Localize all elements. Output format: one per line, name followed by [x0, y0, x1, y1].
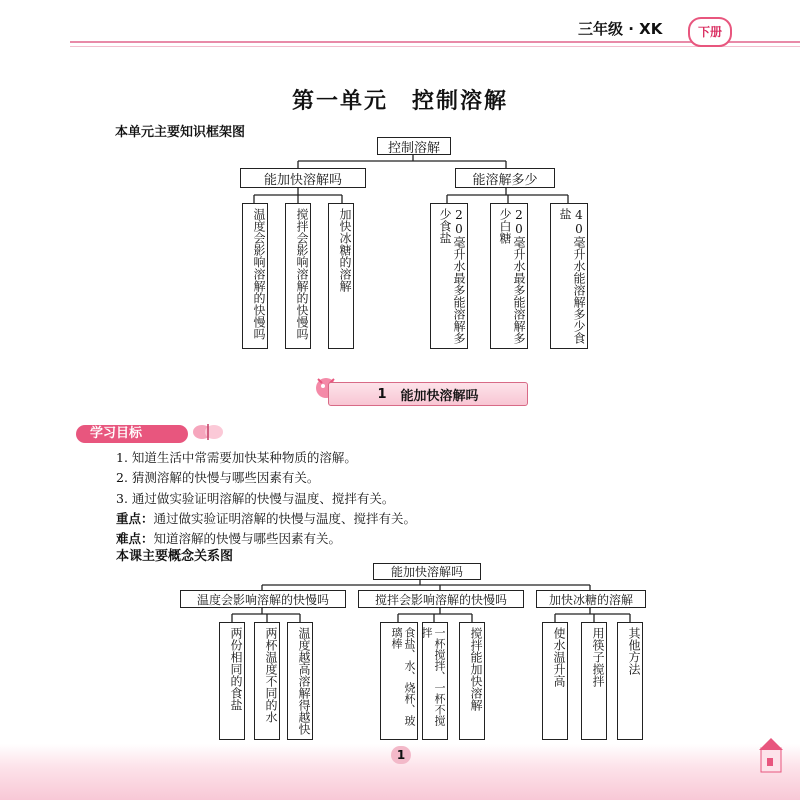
framework-root: 控制溶解 — [377, 137, 451, 155]
framework-leaf: 20毫升水最多能溶解多少食盐 — [430, 203, 468, 349]
difficulty-text: 知道溶解的快慢与哪些因素有关。 — [153, 531, 342, 546]
key-point-label: 重点： — [116, 511, 154, 526]
lesson-number: 1 — [377, 386, 387, 402]
framework-leaf: 温度会影响溶解的快慢吗 — [242, 203, 268, 349]
concept-leaf: 一杯搅拌、一杯不搅拌 — [422, 622, 448, 740]
key-point-text: 通过做实验证明溶解的快慢与温度、搅拌有关。 — [153, 511, 417, 526]
concept-branch: 加快冰糖的溶解 — [536, 590, 646, 608]
grade-label: 三年级 · XK — [578, 20, 663, 38]
concept-leaf: 使水温升高 — [542, 622, 568, 740]
unit-title: 第一单元 控制溶解 — [291, 88, 508, 114]
butterfly-icon — [190, 420, 226, 444]
key-point — [116, 509, 416, 527]
concept-heading: 本课主要概念关系图 — [116, 549, 234, 564]
concept-leaf: 搅拌能加快溶解 — [459, 622, 485, 740]
concept-root: 能加快溶解吗 — [373, 563, 481, 580]
volume-badge: 下册 — [688, 17, 732, 47]
concept-branch: 温度会影响溶解的快慢吗 — [180, 590, 346, 608]
framework-branch-left: 能加快溶解吗 — [240, 168, 366, 188]
framework-leaf: 搅拌会影响溶解的快慢吗 — [285, 203, 311, 349]
header-rule-thin — [70, 46, 800, 47]
concept-branch: 搅拌会影响溶解的快慢吗 — [358, 590, 524, 608]
framework-leaf: 40毫升水能溶解多少食盐 — [550, 203, 588, 349]
goal-item: 3. 通过做实验证明溶解的快慢与温度、搅拌有关。 — [116, 491, 395, 506]
goal-item: 1. 知道生活中常需要加快某种物质的溶解。 — [116, 450, 357, 465]
framework-leaf: 20毫升水最多能溶解多少白糖 — [490, 203, 528, 349]
difficulty-label: 难点： — [116, 531, 154, 546]
concept-leaf: 两份相同的食盐 — [219, 622, 245, 740]
framework-heading: 本单元主要知识框架图 — [115, 125, 246, 140]
goals-badge: 学习目标 — [76, 425, 188, 443]
concept-leaf: 食盐、水、烧杯、玻璃棒 — [380, 622, 418, 740]
house-icon — [745, 734, 785, 776]
framework-leaf: 加快冰糖的溶解 — [328, 203, 354, 349]
page-number: 1 — [391, 746, 411, 764]
concept-leaf: 用筷子搅拌 — [581, 622, 607, 740]
concept-leaf: 两杯温度不同的水 — [254, 622, 280, 740]
goal-item: 2. 猜测溶解的快慢与哪些因素有关。 — [116, 470, 320, 485]
framework-branch-right: 能溶解多少 — [455, 168, 555, 188]
concept-leaf: 其他方法 — [617, 622, 643, 740]
lesson-banner — [328, 382, 528, 406]
concept-leaf: 温度越高溶解得越快 — [287, 622, 313, 740]
lesson-title: 能加快溶解吗 — [400, 388, 479, 404]
